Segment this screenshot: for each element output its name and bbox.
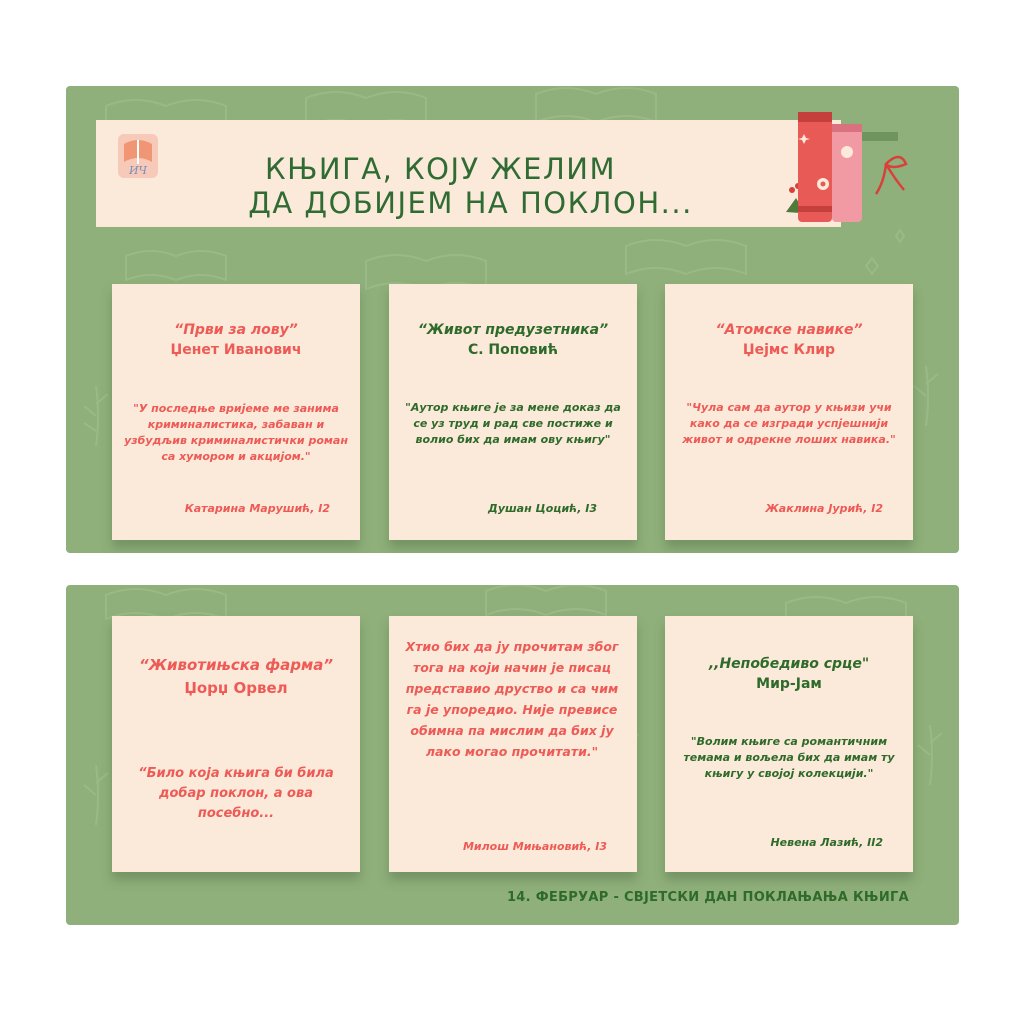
student-comment: "У последње вријеме ме занима криминалистика, забаван и узбудљив криминалистички роман са хумором и акцијом." bbox=[124, 402, 348, 463]
page-title-line-1: КЊИГА, КОЈУ ЖЕЛИМ bbox=[265, 152, 616, 186]
bottom-board bbox=[66, 585, 959, 925]
book-card-5 bbox=[389, 616, 637, 872]
student-comment: "Чула сам да аутор у књизи учи како да се изгради успјешнији живот и одрекне лоших навика." bbox=[682, 401, 896, 446]
book-title: ,,Непобедиво срце" bbox=[708, 656, 870, 672]
book-title: “Животињска фарма” bbox=[138, 656, 334, 674]
student-name: Катарина Марушић, I2 bbox=[184, 502, 330, 515]
student-name: Жаклина Јурић, I2 bbox=[765, 502, 883, 515]
book-card-2 bbox=[389, 284, 637, 540]
top-board bbox=[66, 86, 959, 553]
footer-caption: 14. ФЕБРУАР - СВЈЕТСКИ ДАН ПОКЛАЊАЊА КЊИГА bbox=[506, 890, 909, 905]
book-author: Мир-Јам bbox=[756, 676, 822, 692]
book-card-6 bbox=[665, 616, 913, 872]
title-banner bbox=[96, 120, 841, 227]
student-comment: “Било која књига би била добар поклон, а ова посебно... bbox=[138, 766, 334, 821]
student-comment: "Аутор књиге је за мене доказ да се уз труд и рад све постиже и волио бих да имам ову књигу" bbox=[405, 401, 621, 446]
book-title: “Први за лову” bbox=[174, 322, 298, 338]
books-stack-illustration bbox=[778, 94, 938, 236]
book-card-1 bbox=[112, 284, 360, 540]
student-name: Милош Мињановић, I3 bbox=[462, 840, 607, 853]
book-author: Џенет Иванович bbox=[170, 342, 302, 358]
student-name: Душан Цоцић, I3 bbox=[488, 502, 597, 515]
student-comment: Хтио бих да ју прочитам због тога на који начин је писац представио друство и са чим га је упоредио. Није превисе обимна па мислим да бих ју лако могао прочитати." bbox=[405, 639, 619, 759]
svg-text:ИЧ: ИЧ bbox=[128, 164, 148, 177]
book-author: С. Поповић bbox=[467, 342, 559, 358]
book-title: “Атомске навике” bbox=[715, 322, 863, 338]
book-title: “Живот предузетника” bbox=[417, 322, 609, 338]
book-card-4 bbox=[112, 616, 360, 872]
book-author: Џејмс Клир bbox=[742, 342, 836, 358]
book-author: Џорџ Орвел bbox=[184, 679, 288, 697]
page-title-line-2: ДА ДОБИЈЕМ НА ПОКЛОН... bbox=[248, 186, 693, 220]
student-comment: "Волим књиге са романтичним темама и вољела бих да имам ту књигу у својој колекцији." bbox=[683, 735, 895, 780]
school-logo-icon bbox=[114, 130, 162, 182]
student-name: Невена Лазић, II2 bbox=[770, 836, 883, 849]
book-card-3 bbox=[665, 284, 913, 540]
